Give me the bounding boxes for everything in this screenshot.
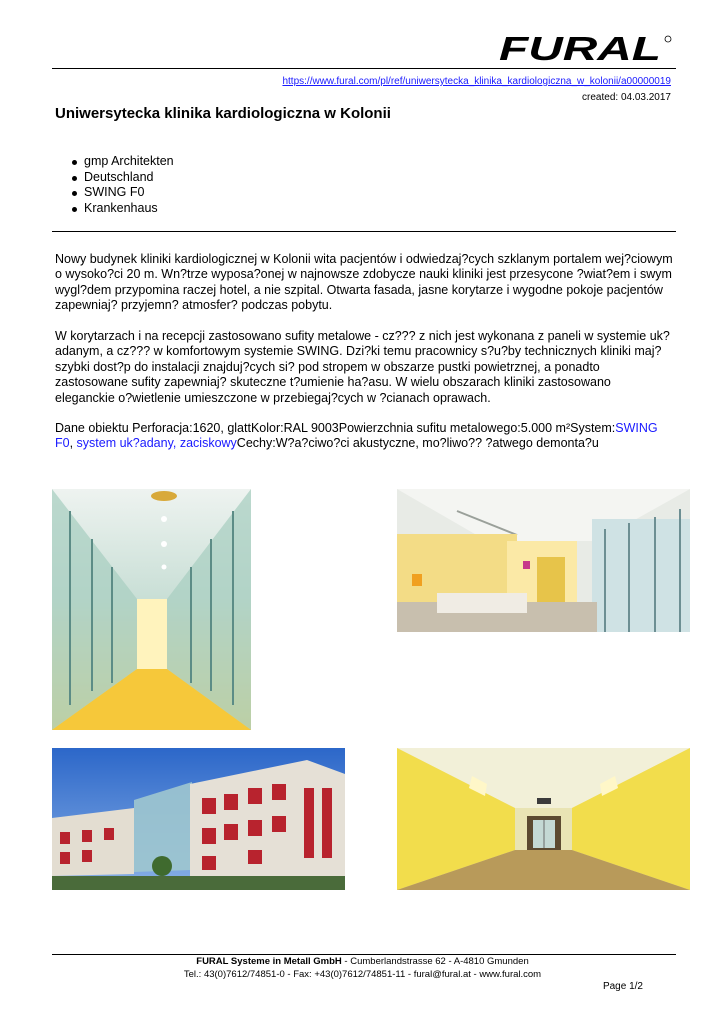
details-suffix: Cechy:W?a?ciwo?ci akustyczne, mo?liwo?? ?atwego demonta?u [236,436,599,451]
footer-company: FURAL Systeme in Metall GmbH [196,956,342,967]
footer-rule [52,954,676,955]
project-details [55,421,673,452]
footer [0,956,725,981]
fural-logo [498,34,673,64]
list-item: gmp Architekten [84,154,174,168]
footer-address: - Cumberlandstrasse 62 - A-4810 Gmunden [341,956,529,967]
building-exterior-photo [52,748,345,890]
footer-address-line [0,956,725,969]
reception-photo [397,489,690,632]
details-prefix: Dane obiektu Perforacja:1620, glattKolor:RAL 9003Powierzchnia sufitu metalowego:5.000 m²System: [55,421,616,435]
svg-text:FURAL: FURAL [499,34,661,64]
header-rule [52,68,676,69]
list-item: Krankenhaus [84,201,174,217]
list-item: SWING F0 [84,185,174,201]
yellow-corridor-photo [397,748,690,890]
description-paragraph-1: Nowy budynek kliniki kardiologicznej w Kolonii wita pacjentów i odwiedzaj?cych szklanym portalem wej?ciowym o wysoko?ci 20 m. Wn?trze wyposa?onej w najnowsze zdobycze nauki kliniki jest przesycone ?wiat?em i swym wygl?dem przypomina raczej hotel, a nie szpital. Otwarta fasada, jasne korytarze i wygodne pokoje pacjentów zapewniaj? przyjemn? atmosfer? podczas pobytu. [55,252,673,313]
swing-f0-link[interactable]: SWING F0 [55,421,658,451]
created-date: created: 04.03.2017 [582,92,671,103]
footer-contact: Tel.: 43(0)7612/74851-0 - Fax: +43(0)7612/74851-11 - fural@fural.at - www.fural.com [183,968,542,980]
details-separator: , [69,436,77,451]
page-title: Uniwersytecka klinika kardiologiczna w Kolonii [55,105,391,122]
tag-list [55,154,174,216]
page-number: Page 1/2 [602,981,643,992]
list-item: Deutschland [84,170,174,186]
description-paragraph-2: W korytarzach i na recepcji zastosowano sufity metalowe - cz??? z nich jest wykonana z paneli w systemie uk?adanym, a cz??? w komfortowym systemie SWING. Dzi?ki temu pracownicy s?u?by technicznych kliniki maj? szybki dost?p do instalacji znajduj?cych si? pod stropem w obszarze pustki powietrznej, a ponadto zastosowane sufity zapewniaj? skuteczne t?umienie ha?asu. W wielu obszarach kliniki zastosowano eleganckie o?wietlenie umieszczone w przebiegaj?cych w ?cianach oprawach. [55,329,670,405]
content-rule [52,231,676,232]
corridor-glass-photo [52,489,251,730]
source-url-link[interactable]: https://www.fural.com/pl/ref/uniwersytecka_klinika_kardiologiczna_w_kolonii/a00000019 [282,76,671,87]
system-link[interactable]: system uk?adany, zaciskowy [76,436,237,451]
